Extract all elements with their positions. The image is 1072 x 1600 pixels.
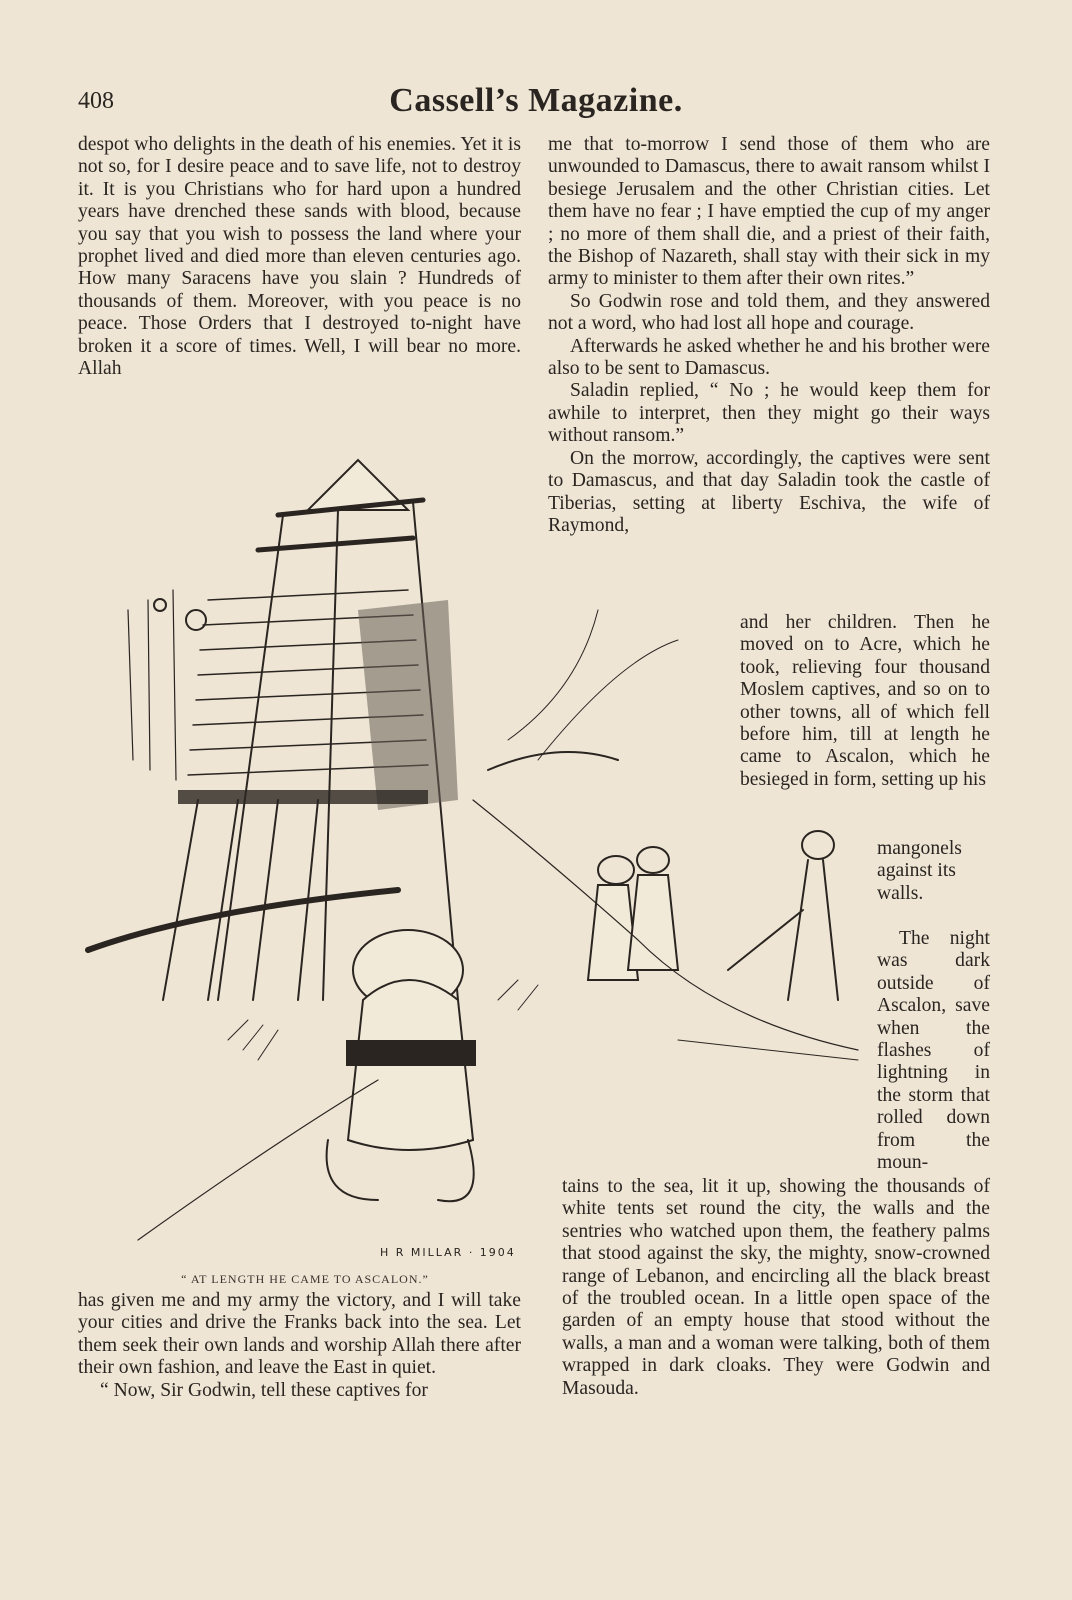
page-number: 408 xyxy=(78,88,114,114)
paragraph: On the morrow, accordingly, the captives were sent to Damascus, and that day Saladin took the castle of Tiberias, setting at liberty Eschiva, the wife of Raymond, xyxy=(548,447,990,536)
paragraph: has given me and my army the victory, and I will take your cities and drive the Franks back into the sea. Let them seek their own lands and worship Allah there after their own fashion, and leave the East in quiet. xyxy=(78,1290,521,1379)
paragraph: Saladin replied, “ No ; he would keep them for awhile to interpret, then they might go their ways without ransom.” xyxy=(548,380,990,447)
figures xyxy=(138,610,858,1240)
paragraph: mangonels against its walls. xyxy=(877,838,962,904)
paragraph: “ Now, Sir Godwin, tell these captives for xyxy=(100,1379,428,1401)
siege-tower xyxy=(88,460,458,1000)
wrapped-text-middle xyxy=(877,838,990,905)
illustration-caption: “ AT LENGTH HE CAME TO ASCALON.” xyxy=(181,1272,429,1286)
paragraph: and her children. Then he moved on to Acre, which he took, relieving four thousand Moslem captives, and so on to other towns, all of which fell before him, till at length he came to Ascalon, which he besieged in form, setting up his xyxy=(740,612,990,790)
artist-signature: H R MILLAR · 1904 xyxy=(380,1246,516,1259)
paragraph: So Godwin rose and told them, and they answered not a word, who had lost all hope and courage. xyxy=(548,290,990,335)
paragraph: Afterwards he asked whether he and his brother were also to be sent to Damascus. xyxy=(548,335,990,380)
left-column-bottom xyxy=(78,1290,521,1402)
paragraph: despot who delights in the death of his enemies. Yet it is not so, for I desire peace and to save life, not to destroy it. It is you Christians who for hard upon a hundred years have drenched these sands with blood, because you say that you wish to possess the land where your prophet lived and died more than eleven centuries ago. How many Saracens have you slain ? Hundreds of thousands of them. Moreover, with you peace is no peace. Those Orders that I destroyed to-night have broken it a score of times. Well, I will bear no more. Allah xyxy=(78,134,521,380)
running-head-title: Cassell’s Magazine. xyxy=(389,82,683,119)
wrapped-text-lower xyxy=(877,928,990,1174)
paragraph: The night was dark outside of Ascalon, save when the flashes of lightning in the storm that rolled down from the moun- xyxy=(877,928,990,1174)
siege-illustration xyxy=(78,440,878,1250)
paragraph: me that to-morrow I send those of them who are unwounded to Damascus, there to await ransom whilst I besiege Jerusalem and the other Christian cities. Let them have no fear ; I have emptied the cup of my anger ; no more of them shall die, and a priest of their faith, the Bishop of Nazareth, shall stay with their sick in my army to minister to them after their own rites.” xyxy=(548,134,990,290)
left-column-top xyxy=(78,134,521,380)
paragraph: tains to the sea, lit it up, showing the thousands of white tents set round the city, the walls and the sentries who watched upon them, the feathery palms that stood against the sky, the mighty, snow-crowned range of Lebanon, and encircling all the black breast of the troubled ocean. In a little open space of the garden of an empty house that stood without the walls, a man and a woman were talking, both of them wrapped in dark cloaks. They were Godwin and Masouda. xyxy=(562,1176,990,1399)
